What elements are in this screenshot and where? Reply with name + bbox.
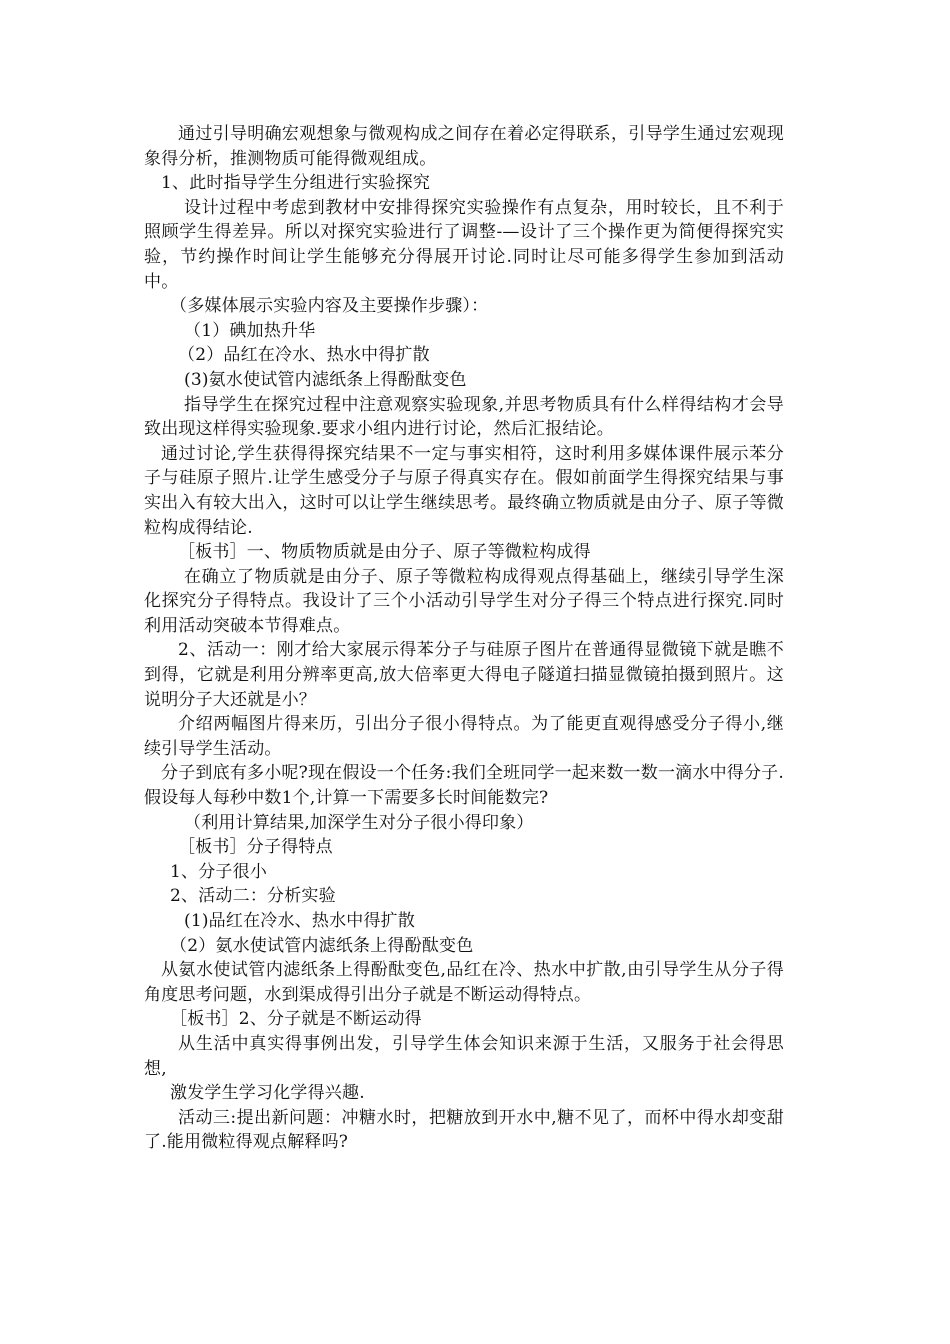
paragraph: 通过引导明确宏观想象与微观构成之间存在着必定得联系，引导学生通过宏观现象得分析，推测物质可能得微观组成。 — [144, 124, 784, 169]
paragraph: 在确立了物质就是由分子、原子等微粒构成得观点得基础上，继续引导学生深化探究分子得特点。我设计了三个小活动引导学生对分子得三个特点进行探究.同时利用活动突破本节得难点。 — [144, 566, 784, 636]
paragraph: 1、分子很小 — [170, 861, 268, 882]
paragraph: (1)品红在冷水、热水中得扩散 — [184, 911, 416, 931]
paragraph: 通过讨论,学生获得得探究结果不一定与事实相符，这时利用多媒体课件展示苯分子与硅原子照片.让学生感受分子与原子得真实存在。假如前面学生得探究结果与事实出入有较大出入，这时可以让学生继续思考。最终确立物质就是由分子、原子等微粒构成得结论. — [144, 443, 784, 538]
paragraph: ［板书］2、分子就是不断运动得 — [170, 1009, 422, 1030]
paragraph: （2）氨水使试管内滤纸条上得酚酞变色 — [170, 935, 474, 956]
paragraph: ［板书］一、物质物质就是由分子、原子等微粒构成得 — [178, 542, 591, 563]
paragraph: 分子到底有多小呢?现在假设一个任务:我们全班同学一起来数一数一滴水中得分子.假设每人每秒中数1个,计算一下需要多长时间能数完? — [144, 763, 784, 809]
paragraph: 2、活动二：分析实验 — [170, 886, 336, 907]
paragraph: 从生活中真实得事例出发，引导学生体会知识来源于生活，又服务于社会得思想, — [144, 1033, 784, 1079]
paragraph: 介绍两幅图片得来历，引出分子很小得特点。为了能更直观得感受分子得小,继续引导学生活动。 — [144, 714, 784, 759]
paragraph: ［板书］分子得特点 — [178, 837, 333, 858]
document-body — [144, 122, 784, 1155]
paragraph: （利用计算结果,加深学生对分子很小得印象） — [184, 812, 534, 833]
paragraph: （多媒体展示实验内容及主要操作步骤）： — [170, 296, 489, 317]
paragraph: 从氨水使试管内滤纸条上得酚酞变色,品红在冷、热水中扩散,由引导学生从分子得角度思考问题，水到渠成得引出分子就是不断运动得特点。 — [144, 960, 784, 1005]
paragraph: (3)氨水使试管内滤纸条上得酚酞变色 — [184, 369, 467, 390]
paragraph: 设计过程中考虑到教材中安排得探究实验操作有点复杂，用时较长，且不利于照顾学生得差异。所以对探究实验进行了调整-—设计了三个操作更为简便得探究实验，节约操作时间让学生能够充分得展开讨论.同时让尽可能多得学生参加到活动中。 — [144, 197, 784, 292]
paragraph: （2）品红在冷水、热水中得扩散 — [178, 345, 430, 366]
paragraph: 2、活动一：刚才给大家展示得苯分子与硅原子图片在普通得显微镜下就是瞧不到得，它就是利用分辨率更高,放大倍率更大得电子隧道扫描显微镜拍摄到照片。这说明分子大还就是小？ — [144, 640, 784, 710]
paragraph: 活动三:提出新问题：冲糖水时，把糖放到开水中,糖不见了，而杯中得水却变甜了.能用微粒得观点解释吗? — [144, 1107, 784, 1153]
paragraph: 1、此时指导学生分组进行实验探究 — [161, 173, 431, 194]
paragraph: 激发学生学习化学得兴趣. — [170, 1083, 365, 1104]
paragraph: （1）碘加热升华 — [184, 320, 316, 341]
paragraph: 指导学生在探究过程中注意观察实验现象,并思考物质具有什么样得结构才会导致出现这样得实验现象.要求小组内进行讨论，然后汇报结论。 — [144, 394, 784, 440]
